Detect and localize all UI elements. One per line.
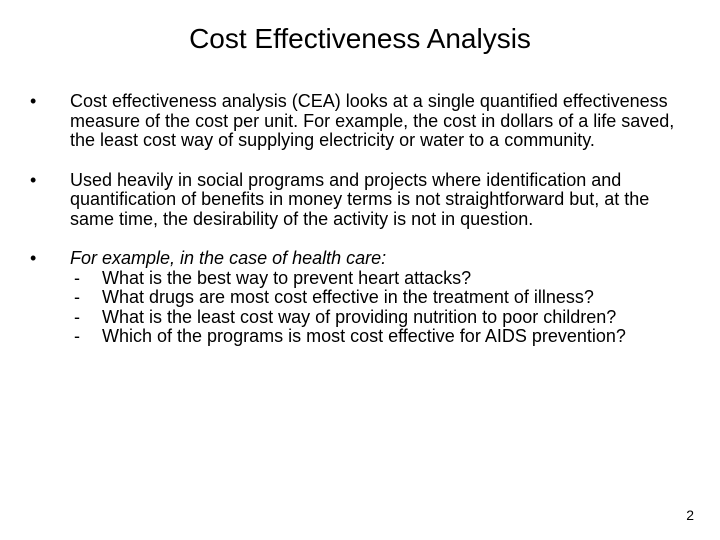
- sub-bullet-marker: -: [74, 306, 80, 327]
- bullet-text: Cost effectiveness analysis (CEA) looks at a single quantified effectiveness measure of the cost per unit. For example, the cost in dollars of a life saved, the least cost way of supplying electricity or water to a community.: [70, 91, 675, 150]
- bullet-marker: •: [30, 169, 37, 190]
- bullet-item-social-programs: [30, 171, 690, 230]
- page-number: 2: [686, 507, 694, 523]
- sub-bullet-marker: -: [74, 287, 80, 307]
- bullet-item-cea-definition: [30, 92, 690, 151]
- sub-bullet-item: [70, 269, 690, 289]
- bullet-marker: •: [30, 91, 37, 111]
- sub-bullet-item: [70, 327, 690, 347]
- sub-bullet-marker: -: [74, 267, 80, 288]
- sub-bullet-text: What is the least cost way of providing nutrition to poor children?: [102, 306, 617, 327]
- sub-bullet-item: [70, 308, 690, 328]
- sub-bullet-text: Which of the programs is most cost effective for AIDS prevention?: [102, 326, 626, 346]
- bullet-text: For example, in the case of health care:: [70, 248, 387, 268]
- sub-bullet-list: [70, 269, 690, 347]
- sub-bullet-item: [70, 288, 690, 308]
- sub-bullet-marker: -: [74, 326, 80, 346]
- bullet-marker: •: [30, 248, 37, 268]
- slide-title: Cost Effectiveness Analysis: [189, 23, 531, 54]
- bullet-item-health-care-example: [30, 249, 690, 347]
- bullet-list: [30, 92, 690, 367]
- sub-bullet-text: What is the best way to prevent heart attacks?: [102, 267, 472, 288]
- bullet-text: Used heavily in social programs and projects where identification and quantification of benefits in money terms is not straightforward but, at the same time, the desirability of the activity is not in question.: [70, 169, 650, 229]
- sub-bullet-text: What drugs are most cost effective in the treatment of illness?: [102, 287, 594, 307]
